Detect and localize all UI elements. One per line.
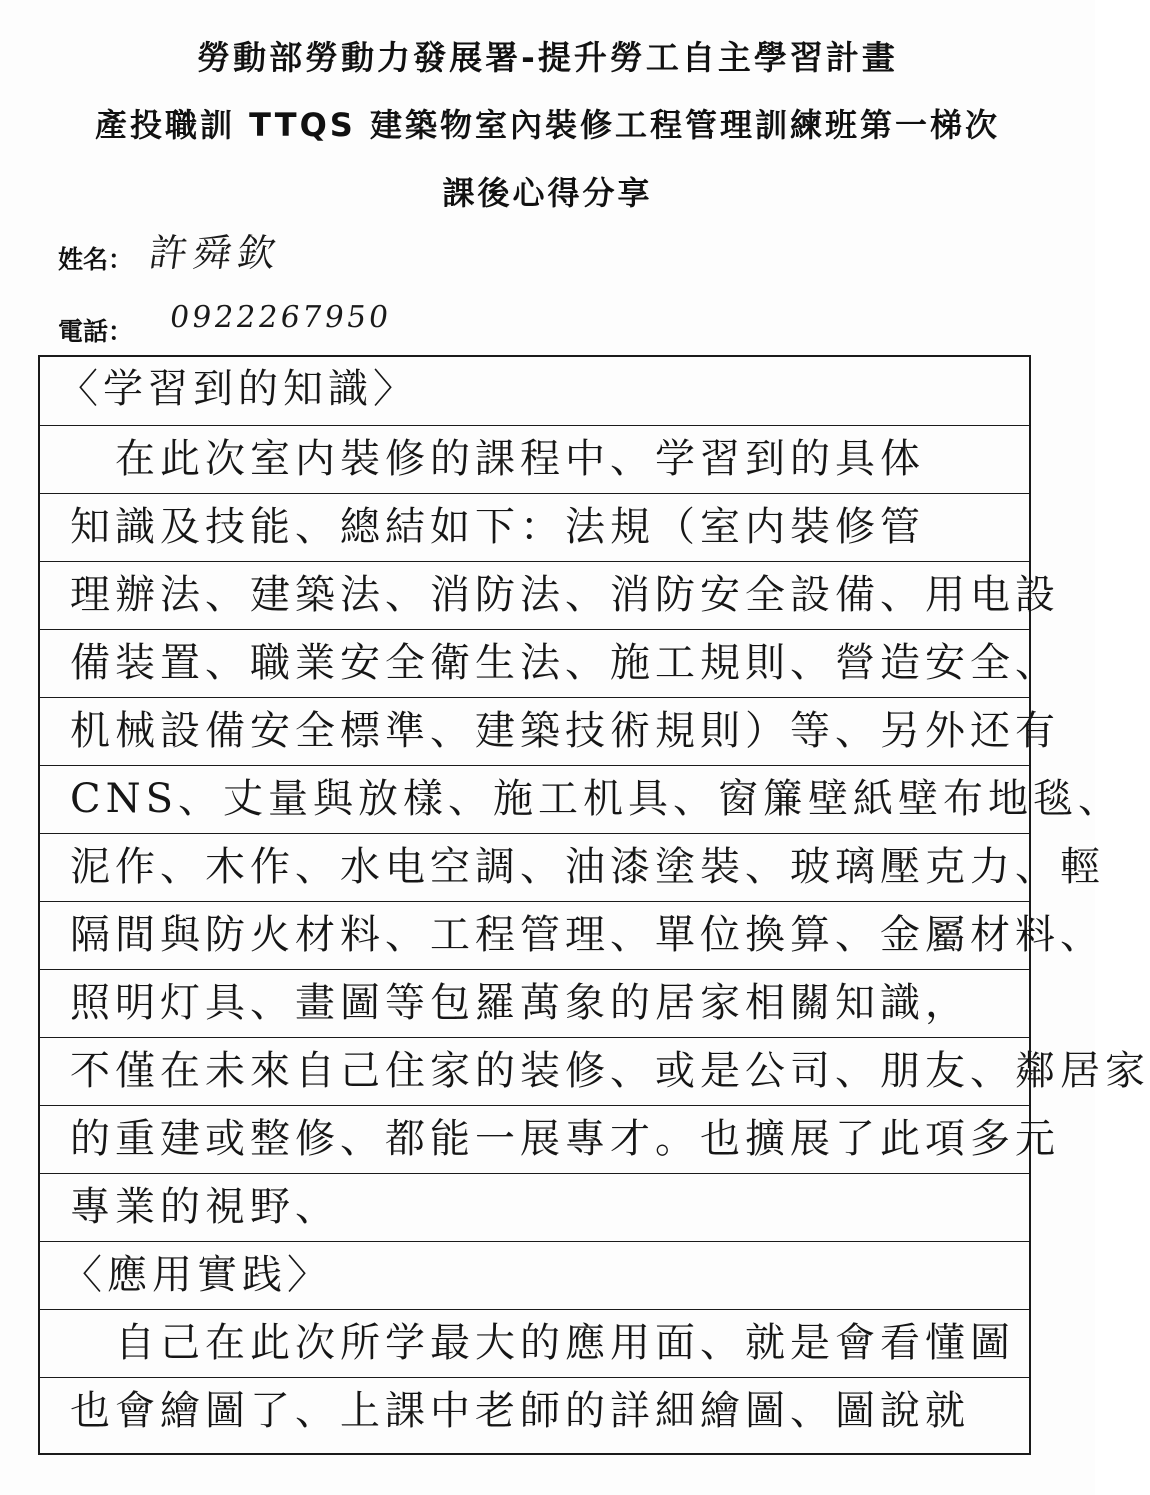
handwritten-line-4: 理辦法、建築法、消防法、消防安全設備、用电設 xyxy=(70,572,1060,618)
ruled-line xyxy=(40,765,1029,766)
ruled-line xyxy=(40,493,1029,494)
ruled-line xyxy=(40,1037,1029,1038)
handwritten-line-2: 在此次室内裝修的課程中、学習到的具体 xyxy=(70,436,925,482)
ruled-line xyxy=(40,425,1029,426)
ruled-line xyxy=(40,1377,1029,1378)
ruled-line xyxy=(40,833,1029,834)
handwritten-line-12: 的重建或整修、都能一展專才。也擴展了此項多元 xyxy=(70,1116,1060,1162)
ruled-line xyxy=(40,697,1029,698)
handwritten-line-9: 隔間與防火材料、工程管理、單位換算、金屬材料、 xyxy=(70,912,1105,958)
handwritten-line-13: 專業的視野、 xyxy=(70,1184,340,1230)
ruled-line xyxy=(40,1105,1029,1106)
header-title-line-1: 勞動部勞動力發展署-提升勞工自主學習計畫 xyxy=(197,38,898,77)
header-title-line-3: 課後心得分享 xyxy=(442,174,653,212)
ruled-line xyxy=(40,561,1029,562)
handwritten-line-6: 机械設備安全標準、建築技術規則）等、另外还有 xyxy=(70,708,1060,754)
handwritten-line-1: 〈学習到的知識〉 xyxy=(58,366,418,412)
ruled-line xyxy=(40,1309,1029,1310)
handwritten-line-15: 自己在此次所学最大的應用面、就是會看懂圖 xyxy=(70,1320,1015,1366)
ruled-line xyxy=(40,1241,1029,1242)
ruled-line xyxy=(40,1173,1029,1174)
name-handwritten-value: 許舜欽 xyxy=(146,231,285,275)
ruled-line xyxy=(40,969,1029,970)
handwritten-line-3: 知識及技能、總結如下：法規（室内裝修管 xyxy=(70,504,925,550)
handwritten-line-10: 照明灯具、畫圖等包羅萬象的居家相關知識， xyxy=(70,980,970,1026)
name-label: 姓名： xyxy=(58,245,134,274)
handwritten-line-8: 泥作、木作、水电空調、油漆塗裝、玻璃壓克力、輕 xyxy=(70,844,1105,890)
lined-writing-area xyxy=(38,355,1150,1455)
phone-handwritten-value: 0922267950 xyxy=(167,300,394,335)
handwritten-line-11: 不僅在未來自己住家的装修、或是公司、朋友、鄰居家 xyxy=(70,1048,1150,1094)
ruled-line xyxy=(40,901,1029,902)
handwritten-line-14: 〈應用實践〉 xyxy=(62,1252,332,1298)
phone-label: 電話： xyxy=(58,317,134,346)
handwritten-line-5: 備装置、職業安全衛生法、施工規則、營造安全、 xyxy=(70,640,1060,686)
header-title-line-2: 產投職訓 TTQS 建築物室內裝修工程管理訓練班第一梯次 xyxy=(95,106,1000,144)
ruled-line xyxy=(40,629,1029,630)
handwritten-line-16: 也會繪圖了、上課中老師的詳細繪圖、圖說就 xyxy=(70,1388,970,1434)
handwritten-line-7: CNS、丈量與放樣、施工机具、窗簾壁紙壁布地毯、 xyxy=(70,776,1124,822)
